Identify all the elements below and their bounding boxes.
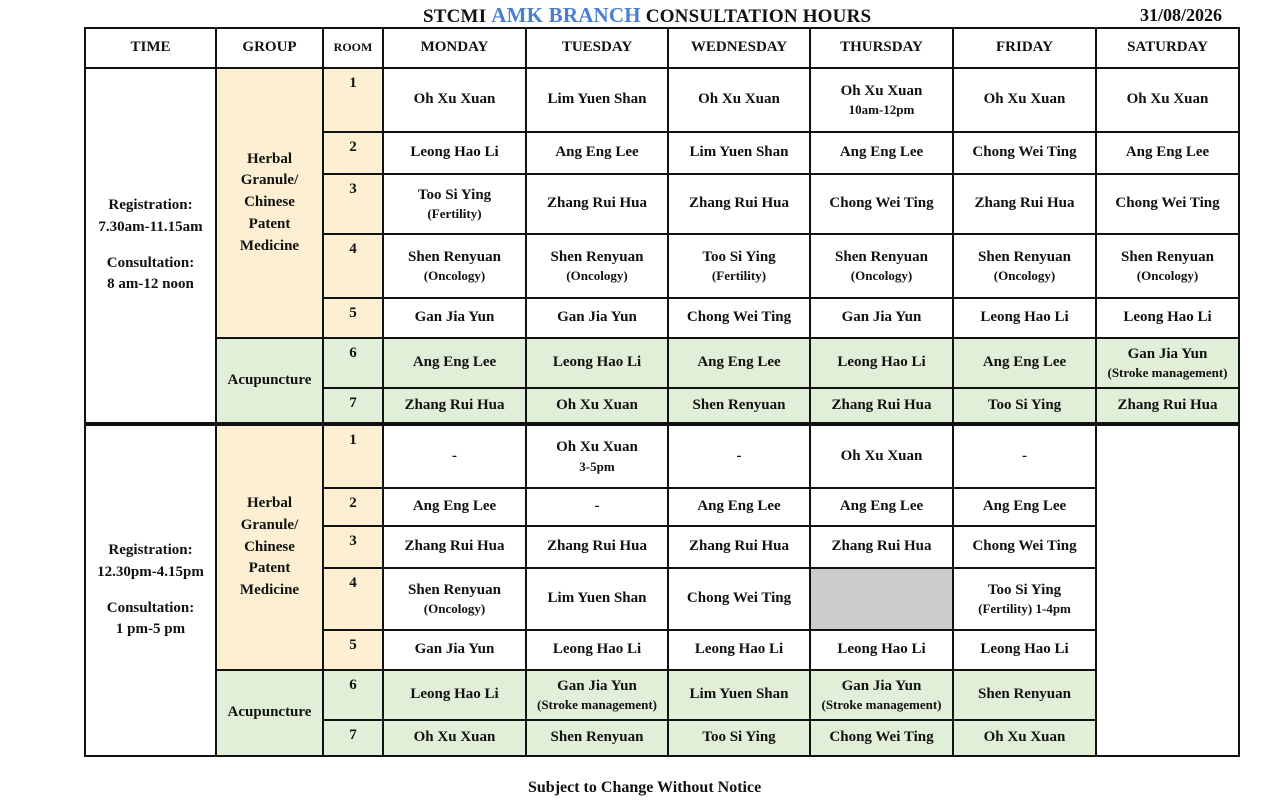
doctor-name: Chong Wei Ting (972, 144, 1077, 161)
header-row (85, 28, 1239, 68)
doctor-name: Lim Yuen Shan (547, 590, 647, 607)
cell-note: (Oncology) (850, 268, 913, 284)
title-suffix: CONSULTATION HOURS (640, 6, 872, 27)
doctor-name: Ang Eng Lee (839, 144, 924, 161)
schedule-cell-wednesday (668, 68, 810, 132)
registration-label: Registration: (108, 542, 193, 558)
schedule-cell-thursday (810, 568, 953, 630)
doctor-name: Chong Wei Ting (686, 309, 792, 326)
table-row (85, 670, 1239, 720)
schedule-cell-thursday (810, 526, 953, 568)
title-branch: AMK BRANCH (491, 3, 641, 27)
schedule-cell-thursday (810, 388, 953, 424)
morning-group-herbal (216, 68, 323, 338)
doctor-name: Leong Hao Li (410, 144, 499, 161)
schedule-cell-friday (953, 298, 1096, 338)
doctor-name: Shen Renyuan (692, 396, 786, 413)
doctor-name: Leong Hao Li (552, 354, 642, 371)
doctor-name: Ang Eng Lee (697, 498, 781, 515)
schedule-cell-monday (383, 526, 526, 568)
schedule-cell-wednesday (668, 424, 810, 488)
header-monday: MONDAY (383, 28, 526, 68)
schedule-cell-wednesday (668, 338, 810, 388)
schedule-cell-tuesday (526, 68, 668, 132)
doctor-name: Chong Wei Ting (829, 195, 934, 212)
footer-notice: Subject to Change Without Notice (528, 779, 762, 796)
cell-note: (Oncology) (1136, 268, 1199, 284)
doctor-name: Chong Wei Ting (1115, 195, 1220, 212)
group-label: Acupuncture (227, 704, 312, 721)
room-number: 7 (323, 388, 383, 424)
header-saturday: SATURDAY (1096, 28, 1239, 68)
schedule-cell-wednesday (668, 174, 810, 234)
doctor-name: Oh Xu Xuan (556, 396, 638, 413)
doctor-name: Gan Jia Yun (1127, 345, 1208, 362)
schedule-cell-monday (383, 132, 526, 174)
schedule-cell-tuesday (526, 424, 668, 488)
cell-note: (Stroke management) (537, 697, 657, 713)
schedule-cell-saturday (1096, 132, 1239, 174)
schedule-cell-tuesday (526, 568, 668, 630)
doctor-name: Zhang Rui Hua (831, 538, 932, 555)
doctor-name: Shen Renyuan (550, 248, 644, 265)
doctor-name: Gan Jia Yun (841, 677, 922, 694)
title-prefix: STCMI (423, 6, 492, 27)
doctor-name: Leong Hao Li (552, 641, 642, 658)
doctor-name: Zhang Rui Hua (546, 195, 648, 212)
schedule-cell-tuesday (526, 488, 668, 526)
schedule-body (85, 68, 1239, 756)
doctor-name: Shen Renyuan (978, 248, 1071, 265)
room-number: 7 (323, 720, 383, 756)
room-number: 3 (323, 526, 383, 568)
spacer (88, 584, 213, 598)
room-number: 5 (323, 630, 383, 670)
table-row (85, 68, 1239, 132)
room-number: 6 (323, 670, 383, 720)
doctor-name: Lim Yuen Shan (547, 91, 647, 108)
group-label-line: Granule/ (240, 172, 299, 189)
title-text (423, 3, 871, 28)
table-row (85, 424, 1239, 488)
doctor-name: Zhang Rui Hua (831, 396, 932, 413)
doctor-name: Gan Jia Yun (414, 641, 495, 658)
doctor-name: Too Si Ying (702, 729, 776, 746)
group-label-line: Chinese (244, 538, 295, 555)
schedule-cell-tuesday (526, 630, 668, 670)
schedule-cell-thursday (810, 174, 953, 234)
cell-note: 10am-12pm (848, 102, 915, 118)
cell-note: (Oncology) (566, 268, 628, 284)
schedule-cell-wednesday (668, 298, 810, 338)
doctor-name: Zhang Rui Hua (688, 538, 790, 555)
schedule-cell-tuesday (526, 234, 668, 298)
doctor-name: Shen Renyuan (1121, 248, 1214, 265)
group-label-line: Medicine (239, 582, 300, 599)
schedule-cell-thursday (810, 630, 953, 670)
schedule-cell-monday (383, 670, 526, 720)
header-wednesday: WEDNESDAY (668, 28, 810, 68)
registration-time: 12.30pm-4.15pm (97, 563, 204, 580)
group-label-line: Patent (248, 560, 291, 577)
room-number: 4 (323, 568, 383, 630)
cell-note: (Fertility) 1-4pm (978, 601, 1071, 617)
room-number: 2 (323, 132, 383, 174)
schedule-cell-thursday (810, 234, 953, 298)
doctor-name: - (1022, 447, 1027, 464)
doctor-name: Ang Eng Lee (839, 498, 924, 515)
schedule-cell-friday (953, 338, 1096, 388)
schedule-cell-saturday (1096, 338, 1239, 388)
doctor-name: Shen Renyuan (408, 581, 501, 598)
doctor-name: Too Si Ying (702, 248, 776, 265)
registration-label: Registration: (108, 197, 193, 213)
doctor-name: Too Si Ying (417, 186, 492, 203)
doctor-name: Oh Xu Xuan (1126, 91, 1209, 108)
doctor-name: Leong Hao Li (694, 641, 784, 658)
cell-note: (Fertility) (711, 268, 767, 284)
schedule-cell-monday (383, 234, 526, 298)
group-label-line: Patent (248, 215, 291, 232)
schedule-cell-friday (953, 526, 1096, 568)
doctor-name: Zhang Rui Hua (1117, 396, 1218, 413)
room-number: 6 (323, 338, 383, 388)
group-label-line: Chinese (244, 194, 295, 211)
schedule-cell-tuesday (526, 338, 668, 388)
doctor-name: - (594, 498, 600, 515)
cell-note: (Fertility) (427, 206, 482, 222)
schedule-cell-monday (383, 720, 526, 756)
schedule-cell-tuesday (526, 670, 668, 720)
schedule-cell-friday (953, 234, 1096, 298)
doctor-name: Zhang Rui Hua (404, 538, 505, 555)
consultation-schedule-table (84, 27, 1240, 757)
schedule-cell-tuesday (526, 388, 668, 424)
doctor-name: Ang Eng Lee (412, 354, 497, 371)
doctor-name: Lim Yuen Shan (689, 144, 789, 161)
page-title (0, 3, 1275, 27)
doctor-name: Gan Jia Yun (557, 309, 637, 326)
room-number: 2 (323, 488, 383, 526)
schedule-cell-monday (383, 488, 526, 526)
doctor-name: Oh Xu Xuan (413, 729, 496, 746)
schedule-cell-friday (953, 388, 1096, 424)
doctor-name: Too Si Ying (987, 581, 1062, 598)
consultation-label: Consultation: (106, 599, 195, 616)
schedule-cell-saturday (1096, 68, 1239, 132)
header-group: GROUP (216, 28, 323, 68)
registration-time: 7.30am-11.15am (98, 218, 203, 235)
schedule-cell-thursday (810, 720, 953, 756)
afternoon-time-cell (85, 424, 216, 756)
doctor-name: - (452, 447, 457, 464)
schedule-cell-wednesday (668, 720, 810, 756)
doctor-name: Gan Jia Yun (414, 309, 495, 326)
schedule-cell-thursday (810, 132, 953, 174)
doctor-name: Chong Wei Ting (972, 538, 1077, 555)
schedule-cell-thursday (810, 338, 953, 388)
schedule-cell-monday (383, 338, 526, 388)
table-row (85, 338, 1239, 388)
schedule-cell-thursday (810, 68, 953, 132)
afternoon-group-acupuncture (216, 670, 323, 756)
doctor-name: Gan Jia Yun (841, 309, 922, 326)
cell-note: (Oncology) (423, 601, 486, 617)
schedule-date: 31/08/2026 (1140, 5, 1223, 25)
group-label: Acupuncture (227, 371, 312, 388)
doctor-name: Leong Hao Li (1123, 309, 1212, 326)
room-number: 5 (323, 298, 383, 338)
doctor-name: Oh Xu Xuan (983, 91, 1066, 108)
doctor-name: Oh Xu Xuan (413, 91, 496, 108)
group-label-line: Herbal (247, 150, 292, 167)
schedule-cell-tuesday (526, 720, 668, 756)
schedule-cell-wednesday (668, 132, 810, 174)
doctor-name: Leong Hao Li (837, 354, 926, 371)
schedule-cell-wednesday (668, 234, 810, 298)
doctor-name: Chong Wei Ting (686, 590, 792, 607)
header-friday: FRIDAY (953, 28, 1096, 68)
schedule-cell-wednesday (668, 526, 810, 568)
schedule-cell-thursday (810, 488, 953, 526)
doctor-name: Zhang Rui Hua (688, 195, 790, 212)
room-number: 1 (323, 68, 383, 132)
doctor-name: Ang Eng Lee (697, 354, 781, 371)
schedule-cell-wednesday (668, 488, 810, 526)
doctor-name: Leong Hao Li (980, 641, 1069, 658)
schedule-cell-friday (953, 630, 1096, 670)
schedule-cell-tuesday (526, 526, 668, 568)
schedule-cell-friday (953, 174, 1096, 234)
schedule-cell-tuesday (526, 174, 668, 234)
consultation-time: 1 pm-5 pm (115, 621, 186, 638)
schedule-cell-saturday (1096, 298, 1239, 338)
schedule-cell-friday (953, 568, 1096, 630)
doctor-name: Oh Xu Xuan (840, 82, 923, 99)
header-thursday: THURSDAY (810, 28, 953, 68)
cell-note: (Oncology) (993, 268, 1056, 284)
doctor-name: Ang Eng Lee (982, 498, 1067, 515)
doctor-name: Too Si Ying (987, 396, 1062, 413)
schedule-cell-monday (383, 568, 526, 630)
morning-time-cell (85, 68, 216, 424)
cell-note: (Stroke management) (821, 697, 942, 713)
schedule-cell-tuesday (526, 298, 668, 338)
schedule-cell-saturday (1096, 388, 1239, 424)
doctor-name: Ang Eng Lee (555, 144, 639, 161)
schedule-cell-monday (383, 68, 526, 132)
schedule-cell-saturday (1096, 234, 1239, 298)
doctor-name: Shen Renyuan (835, 248, 928, 265)
schedule-cell-friday (953, 424, 1096, 488)
doctor-name: Zhang Rui Hua (404, 396, 505, 413)
doctor-name: Zhang Rui Hua (974, 195, 1075, 212)
doctor-name: Leong Hao Li (410, 686, 499, 703)
schedule-cell-tuesday (526, 132, 668, 174)
schedule-cell-wednesday (668, 630, 810, 670)
schedule-cell-monday (383, 174, 526, 234)
doctor-name: Ang Eng Lee (412, 498, 497, 515)
schedule-cell-wednesday (668, 388, 810, 424)
cell-note: (Oncology) (423, 268, 486, 284)
schedule-cell-monday (383, 424, 526, 488)
group-label-line: Herbal (247, 495, 292, 512)
doctor-name: Oh Xu Xuan (556, 439, 638, 456)
doctor-name: Oh Xu Xuan (698, 91, 780, 108)
doctor-name: Ang Eng Lee (1125, 144, 1210, 161)
schedule-cell-monday (383, 630, 526, 670)
doctor-name: Ang Eng Lee (982, 354, 1067, 371)
schedule-cell-monday (383, 298, 526, 338)
schedule-cell-friday (953, 720, 1096, 756)
schedule-cell-friday (953, 670, 1096, 720)
doctor-name: Zhang Rui Hua (546, 538, 648, 555)
schedule-cell-friday (953, 488, 1096, 526)
schedule-cell-wednesday (668, 568, 810, 630)
room-number: 1 (323, 424, 383, 488)
consultation-label: Consultation: (106, 254, 195, 271)
doctor-name: Leong Hao Li (980, 309, 1069, 326)
spacer (88, 239, 213, 253)
doctor-name: Lim Yuen Shan (689, 686, 789, 703)
room-number: 4 (323, 234, 383, 298)
schedule-cell-wednesday (668, 670, 810, 720)
doctor-name: Chong Wei Ting (829, 729, 934, 746)
doctor-name: Shen Renyuan (408, 248, 501, 265)
afternoon-group-herbal (216, 424, 323, 670)
schedule-cell-saturday-empty (1096, 424, 1239, 756)
schedule-cell-thursday (810, 670, 953, 720)
schedule-cell-thursday (810, 298, 953, 338)
group-label-line: Medicine (239, 237, 300, 254)
doctor-name: Leong Hao Li (837, 641, 926, 658)
header-time: TIME (85, 28, 216, 68)
doctor-name: Gan Jia Yun (557, 677, 637, 694)
cell-note: 3-5pm (579, 458, 615, 474)
group-label-line: Granule/ (240, 516, 299, 533)
schedule-cell-friday (953, 68, 1096, 132)
schedule-cell-friday (953, 132, 1096, 174)
room-number: 3 (323, 174, 383, 234)
doctor-name: Oh Xu Xuan (983, 729, 1066, 746)
doctor-name: Oh Xu Xuan (840, 447, 923, 464)
header-tuesday: TUESDAY (526, 28, 668, 68)
schedule-cell-thursday (810, 424, 953, 488)
doctor-name: Shen Renyuan (978, 686, 1071, 703)
header-room: ROOM (323, 28, 383, 68)
cell-note: (Stroke management) (1107, 365, 1228, 381)
morning-group-acupuncture (216, 338, 323, 424)
consultation-time: 8 am-12 noon (107, 276, 194, 293)
doctor-name: Shen Renyuan (550, 729, 644, 746)
doctor-name: - (736, 447, 742, 464)
schedule-cell-saturday (1096, 174, 1239, 234)
schedule-cell-monday (383, 388, 526, 424)
